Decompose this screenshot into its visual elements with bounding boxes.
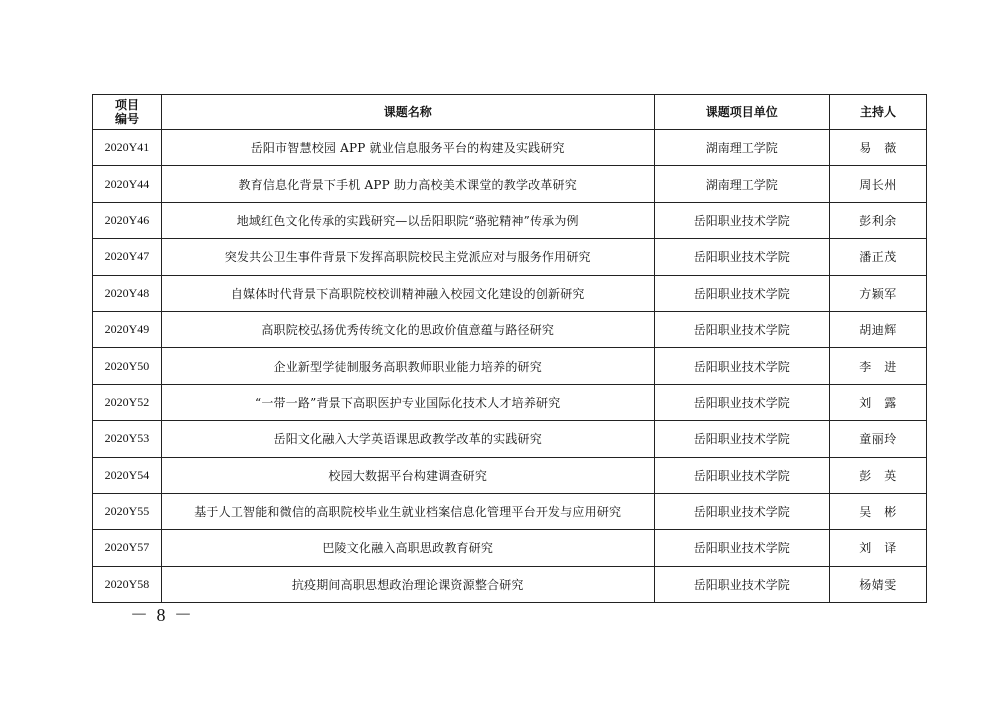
table-row [93, 130, 927, 166]
row-title: 基于人工智能和微信的高职院校毕业生就业档案信息化管理平台开发与应用研究 [161, 493, 654, 529]
header-project-title: 课题名称 [161, 95, 654, 130]
row-unit: 岳阳职业技术学院 [654, 384, 829, 420]
row-title: 抗疫期间高职思想政治理论课资源整合研究 [161, 566, 654, 602]
row-unit: 岳阳职业技术学院 [654, 348, 829, 384]
header-project-host: 主持人 [829, 95, 926, 130]
header-code-line2: 编号 [114, 112, 139, 126]
row-unit: 湖南理工学院 [654, 130, 829, 166]
table-row [93, 348, 927, 384]
row-unit: 岳阳职业技术学院 [654, 311, 829, 347]
table-header-row [93, 95, 927, 130]
row-title: 岳阳文化融入大学英语课思政教学改革的实践研究 [161, 421, 654, 457]
page-number: － 8 － [130, 605, 194, 625]
row-unit: 岳阳职业技术学院 [654, 239, 829, 275]
row-unit: 岳阳职业技术学院 [654, 530, 829, 566]
row-title: 岳阳市智慧校园 APP 就业信息服务平台的构建及实践研究 [161, 130, 654, 166]
row-host: 刘 译 [829, 530, 926, 566]
row-title: “一带一路”背景下高职医护专业国际化技术人才培养研究 [161, 384, 654, 420]
row-code: 2020Y52 [93, 384, 162, 420]
row-unit: 岳阳职业技术学院 [654, 457, 829, 493]
table-row [93, 202, 927, 238]
row-title: 地域红色文化传承的实践研究—以岳阳职院“骆驼精神”传承为例 [161, 202, 654, 238]
row-code: 2020Y57 [93, 530, 162, 566]
header-project-unit: 课题项目单位 [654, 95, 829, 130]
table-row [93, 457, 927, 493]
row-unit: 岳阳职业技术学院 [654, 566, 829, 602]
row-code: 2020Y46 [93, 202, 162, 238]
project-table [92, 94, 927, 603]
row-host: 李 进 [829, 348, 926, 384]
row-title: 校园大数据平台构建调查研究 [161, 457, 654, 493]
table-row [93, 239, 927, 275]
row-host: 易 薇 [829, 130, 926, 166]
table-row [93, 493, 927, 529]
row-host: 吴 彬 [829, 493, 926, 529]
row-code: 2020Y50 [93, 348, 162, 384]
row-code: 2020Y47 [93, 239, 162, 275]
row-unit: 岳阳职业技术学院 [654, 202, 829, 238]
table-row [93, 275, 927, 311]
table-row [93, 421, 927, 457]
table-row [93, 166, 927, 202]
header-code-line1: 项目 [114, 98, 139, 112]
row-unit: 岳阳职业技术学院 [654, 493, 829, 529]
row-code: 2020Y41 [93, 130, 162, 166]
row-host: 刘 露 [829, 384, 926, 420]
row-unit: 岳阳职业技术学院 [654, 275, 829, 311]
row-host: 杨婧雯 [829, 566, 926, 602]
table-row [93, 384, 927, 420]
table-row [93, 311, 927, 347]
row-host: 童丽玲 [829, 421, 926, 457]
row-title: 巴陵文化融入高职思政教育研究 [161, 530, 654, 566]
row-code: 2020Y55 [93, 493, 162, 529]
row-title: 突发共公卫生事件背景下发挥高职院校民主党派应对与服务作用研究 [161, 239, 654, 275]
table-row [93, 530, 927, 566]
row-code: 2020Y58 [93, 566, 162, 602]
row-unit: 湖南理工学院 [654, 166, 829, 202]
row-code: 2020Y48 [93, 275, 162, 311]
row-code: 2020Y54 [93, 457, 162, 493]
table-row [93, 566, 927, 602]
row-title: 企业新型学徒制服务高职教师职业能力培养的研究 [161, 348, 654, 384]
row-host: 胡迪辉 [829, 311, 926, 347]
row-host: 潘正茂 [829, 239, 926, 275]
row-host: 周长州 [829, 166, 926, 202]
row-host: 彭 英 [829, 457, 926, 493]
row-code: 2020Y53 [93, 421, 162, 457]
row-host: 彭利余 [829, 202, 926, 238]
row-title: 高职院校弘扬优秀传统文化的思政价值意蕴与路径研究 [161, 311, 654, 347]
row-host: 方颖军 [829, 275, 926, 311]
header-project-code [93, 95, 162, 130]
row-title: 自媒体时代背景下高职院校校训精神融入校园文化建设的创新研究 [161, 275, 654, 311]
row-unit: 岳阳职业技术学院 [654, 421, 829, 457]
row-code: 2020Y49 [93, 311, 162, 347]
row-title: 教育信息化背景下手机 APP 助力高校美术课堂的教学改革研究 [161, 166, 654, 202]
row-code: 2020Y44 [93, 166, 162, 202]
